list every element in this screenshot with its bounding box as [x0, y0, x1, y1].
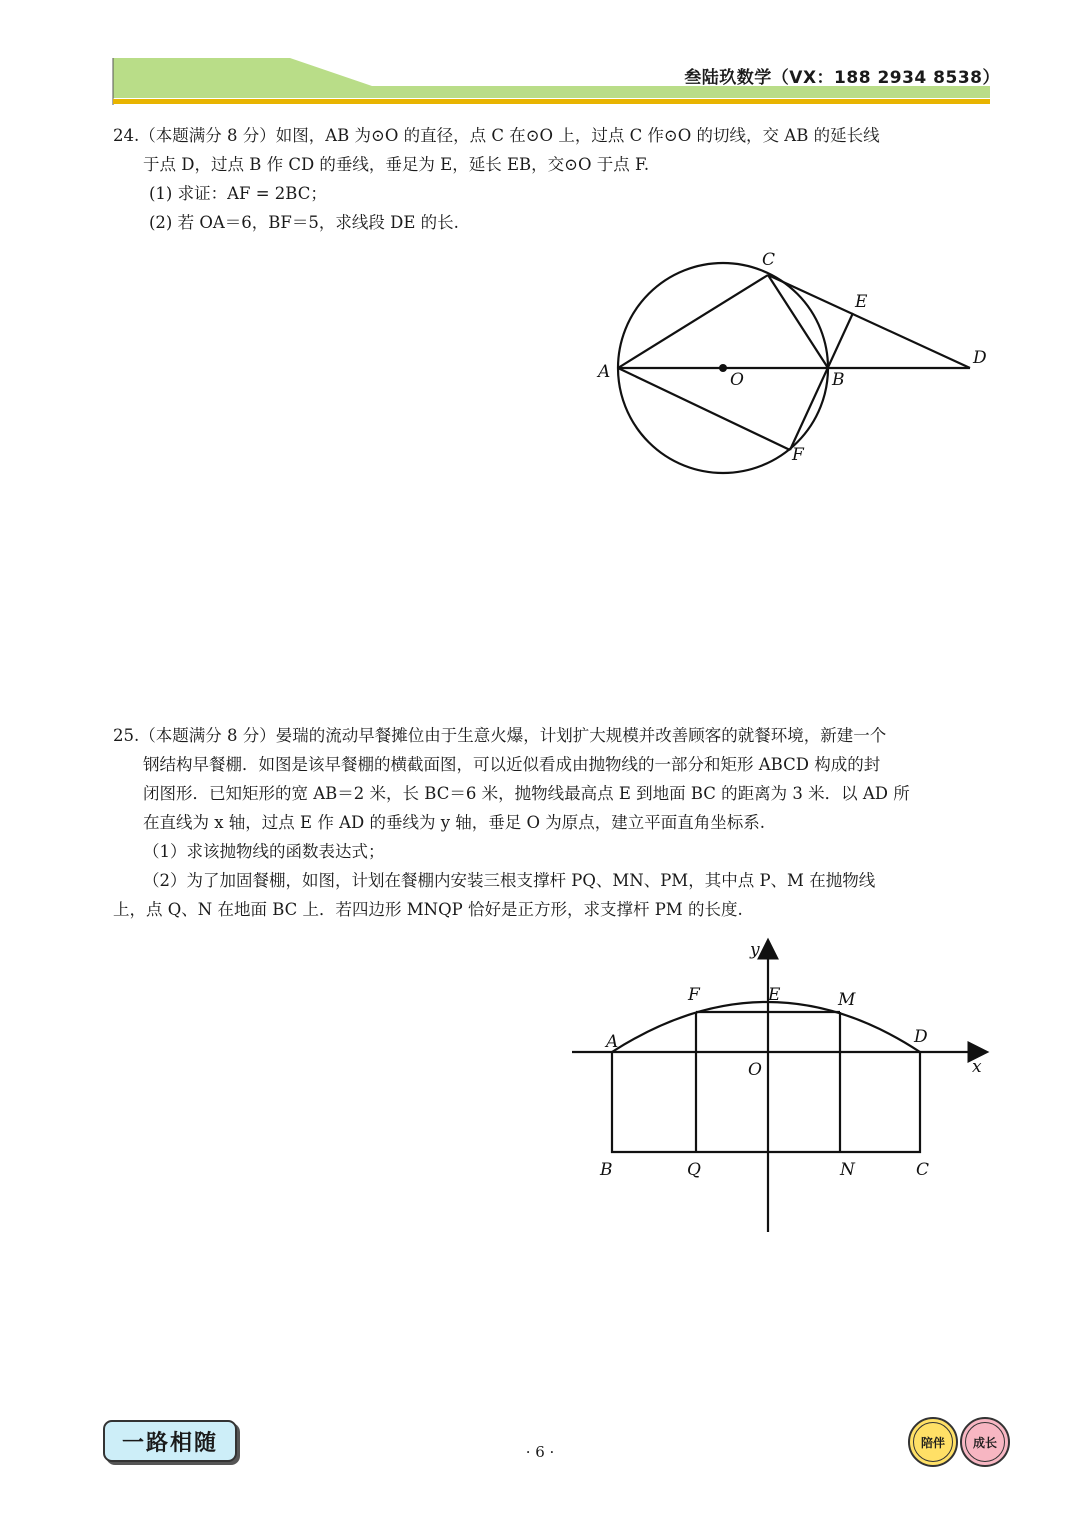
rectangle-abcd	[612, 1052, 920, 1152]
q25-part2a: （2）为了加固餐棚，如图，计划在餐棚内安装三根支撑杆 PQ、MN、PM，其中点 P、M 在抛物线	[143, 871, 876, 890]
footer-circle-growth-label: 成长	[965, 1422, 1005, 1462]
label-n: N	[840, 1160, 855, 1180]
label-f: F	[688, 985, 700, 1005]
q24-figure	[590, 245, 1010, 475]
q25-line4: 在直线为 x 轴，过点 E 作 AD 的垂线为 y 轴，垂足 O 为原点，建立平面直角坐标系.	[143, 813, 766, 832]
question-25	[113, 721, 998, 924]
footer-circle-growth	[960, 1417, 1010, 1467]
footer-circle-companion	[908, 1417, 958, 1467]
label-d: D	[973, 348, 987, 368]
q24-part2: (2) 若 OA＝6，BF＝5，求线段 DE 的长.	[149, 213, 459, 232]
label-e: E	[855, 292, 868, 312]
q25-figure	[560, 930, 1000, 1240]
q24-part1: (1) 求证：AF = 2BC；	[149, 184, 327, 203]
q25-part2b: 上，点 Q、N 在地面 BC 上．若四边形 MNQP 恰好是正方形，求支撑杆 PM 的长度.	[113, 900, 743, 919]
label-c: C	[916, 1160, 930, 1180]
label-q: Q	[687, 1160, 701, 1180]
page-number: · 6 ·	[525, 1443, 555, 1461]
q24-line1: 24.（本题满分 8 分）如图，AB 为⊙O 的直径，点 C 在⊙O 上，过点 C 作⊙O 的切线，交 AB 的延长线	[113, 126, 880, 145]
q25-line2: 钢结构早餐棚．如图是该早餐棚的横截面图，可以近似看成由抛物线的一部分和矩形 ABCD 构成的封	[143, 755, 881, 774]
label-a: A	[598, 362, 611, 382]
label-d: D	[914, 1027, 928, 1047]
header-title: 叁陆玖数学（VX：188 2934 8538）	[684, 68, 1000, 88]
footer-circle-companion-label: 陪伴	[913, 1422, 953, 1462]
label-b: B	[600, 1160, 613, 1180]
q25-line1: 25.（本题满分 8 分）晏瑞的流动早餐摊位由于生意火爆，计划扩大规模并改善顾客的就餐环境，新建一个	[113, 726, 887, 745]
footer-badge: 一路相随	[103, 1420, 237, 1462]
label-o: O	[748, 1060, 762, 1080]
q24-line2: 于点 D，过点 B 作 CD 的垂线，垂足为 E，延长 EB，交⊙O 于点 F.	[143, 155, 650, 174]
label-y: y	[750, 940, 760, 960]
parabola	[612, 1002, 920, 1052]
q25-part1: （1）求该抛物线的函数表达式；	[143, 842, 385, 861]
q25-line3: 闭图形．已知矩形的宽 AB＝2 米，长 BC＝6 米，抛物线最高点 E 到地面 BC 的距离为 3 米．以 AD 所	[143, 784, 910, 803]
line-ac	[618, 275, 768, 368]
header-yellow-line	[113, 99, 990, 104]
label-o: O	[730, 370, 744, 390]
label-m: M	[838, 990, 856, 1010]
center-dot	[719, 364, 727, 372]
label-f: F	[792, 445, 804, 465]
label-c: C	[762, 250, 776, 270]
header-banner	[0, 0, 1080, 110]
label-a: A	[606, 1032, 619, 1052]
label-e: E	[768, 985, 781, 1005]
label-x: x	[972, 1057, 982, 1077]
question-24	[113, 121, 998, 237]
label-b: B	[832, 370, 845, 390]
